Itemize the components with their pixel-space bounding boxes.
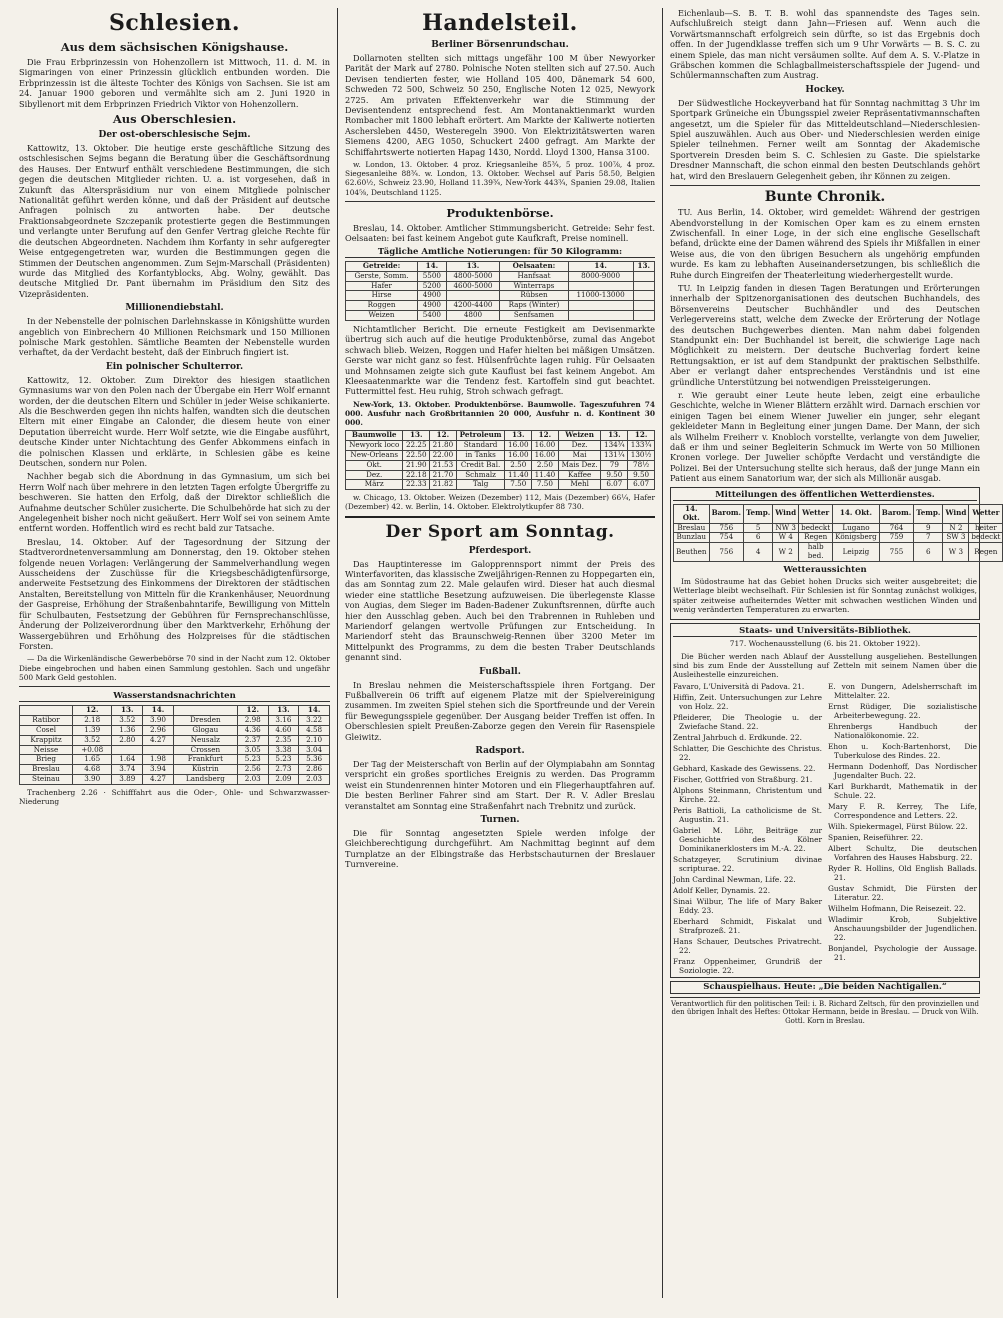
weather-forecast-title: Wetteraussichten	[783, 564, 867, 575]
water-cell: 4.68	[72, 765, 111, 775]
water-cell: 1.36	[112, 725, 143, 735]
cotton-cell: 16.00	[532, 450, 559, 460]
library-book-item: Mary F. R. Kerrey, The Life, Correspondence and Letters. 22.	[828, 802, 977, 821]
grain-cell: 11000-13000	[568, 291, 633, 301]
grain-cell: 4200-4400	[446, 301, 500, 311]
cotton-cell: 7.50	[505, 480, 532, 490]
water-table-title: Wasserstandsnachrichten	[19, 691, 330, 702]
water-cell: 3.16	[268, 716, 299, 726]
cotton-cell: Credit Bal.	[456, 460, 505, 470]
chronik-text-1: TU. Aus Berlin, 14. Oktober, wird gemeldet: Während der gestrigen Abendvorstellung in der Komischen Oper kam es zu einem ernsten Zwischenfall. In einer Loge, in der sich eine englische Gesellschaft befand, drückte eine der Damen während des Spiels ihr Mißfallen in einer Weise aus, die von den übrigen Besuchern als ungehörig empfunden wurde. Es kam zu lebhaften Auseinandersetzungen, bis schließlich die Ruhe durch Eingreifen der Theaterleitung wiederhergestellt wurde.	[670, 207, 980, 280]
library-book-item: Karl Burkhardt, Mathematik in der Schule. 22.	[828, 782, 977, 801]
grain-cell: Senfsamen	[500, 311, 568, 321]
cotton-cell: März	[346, 480, 403, 490]
cotton-cell: 9.50	[601, 470, 628, 480]
cotton-cell: 21.70	[430, 470, 457, 480]
water-row	[20, 725, 330, 735]
school-heading: Ein polnischer Schulterror.	[105, 361, 244, 372]
breslau-notice: — Da die Wirkenländische Gewerbebörse 70 sind in der Nacht zum 12. Oktober Diebe eingebrochen und haben einen Sammlung gestohlen. Sach und ungefähr 500 Mark Geld gestohlen.	[19, 654, 330, 682]
grain-table	[345, 261, 655, 321]
water-cell: Küstrin	[173, 765, 237, 775]
produkten-text: Breslau, 14. Oktober. Amtlicher Stimmungsbericht. Getreide: Sehr fest. Oelsaaten: bei fast keinem Angebot gute Kaufkraft, Preise nominell.	[345, 222, 655, 244]
weather-header-cell: Wind	[943, 505, 969, 524]
cotton-small: w. Chicago, 13. Oktober. Weizen (Dezember) 112, Mais (Dezember) 66¼, Hafer (Dezember) 42. w. Berlin, 14. Oktober. Elektrolytkupfer 88 730.	[345, 493, 655, 512]
water-cell: 3.89	[112, 774, 143, 784]
mill-heading: Millionendiebstahl.	[125, 303, 224, 314]
grain-cell: 8000-9000	[568, 271, 633, 281]
hockey-text: Der Südwestliche Hockeyverband hat für Sonntag nachmittag 3 Uhr im Sportpark Grüneiche ein Übungsspiel zweier Repräsentativmannschaften angesetzt, um die Spieler für das Mitteldeutschland—Niederschlesien-Spiel auszuwählen. Auch aus Ober- und Niederschlesien werden einige Spieler teilnehmen. Ferner weilt am Sonntag der Akademische Sportverein Dresden beim S. C. Schlesien zu Gaste. Die spielstarke Dresdner Mannschaft, die schon einmal den besten Deutschlands gehört hat, wird den Breslauern Gelegenheit geben, ihr Können zu zeigen.	[670, 97, 980, 181]
water-cell: 5.23	[237, 755, 268, 765]
boerse-heading: Berliner Börsenrundschau.	[431, 40, 569, 50]
grain-row	[346, 271, 655, 281]
water-header-cell: 12.	[72, 706, 111, 716]
cotton-row	[346, 460, 655, 470]
cotton-cell: Dez.	[346, 470, 403, 480]
weather-cell: 6	[744, 533, 773, 543]
water-header-cell: 13.	[112, 706, 143, 716]
grain-cell: Hirse	[346, 291, 418, 301]
cotton-cell: 9.50	[628, 470, 655, 480]
water-row	[20, 716, 330, 726]
grain-header-cell: 13.	[633, 262, 654, 272]
library-book-item: Hiffin, Zeit. Untersuchungen zur Lehre von Holz. 22.	[673, 693, 822, 712]
chronik-text-2: TU. In Leipzig fanden in diesen Tagen Beratungen und Erörterungen innerhalb der Spitzenorganisationen des deutschen Buchhandels, des Börsenvereins Deutscher Buchhändler und des Deutschen Verlegervereins statt, welche dem Zwecke der Erörterung der Notlage des deutschen Buchgewerbes dienten. Man nahm dabei folgenden Standpunkt ein: Der Buchhandel ist bereit, die schwierige Lage nach Möglichkeit zu meistern. Der deutsche Buchverlag fordert keine Rettungsaktion, er ist auf dem Standpunkt der praktischen Selbsthilfe. Aber er verlangt daher entsprechendes Verständnis und ist eine gründliche Unterstützung bei notwendigen Preissteigerungen.	[670, 282, 980, 387]
water-header-cell: 14.	[299, 706, 330, 716]
library-book-item: Adolf Keller, Dynamis. 22.	[673, 886, 771, 896]
cotton-header-cell: 13.	[505, 431, 532, 441]
library-book-list	[673, 682, 977, 975]
weather-cell: N 2	[943, 523, 969, 533]
grain-cell	[633, 301, 654, 311]
library-sub: 717. Wochenausstellung (6. bis 21. Oktober 1922).	[729, 639, 921, 649]
cotton-cell: 11.40	[532, 470, 559, 480]
boerse-small: w. London, 13. Oktober. 4 proz. Kriegsanleihe 85¾, 5 proz. 100⅞, 4 proz. Siegesanleihe 88¾. w. London, 13. Oktober. Wechsel auf Paris 58.50, Belgien 62.60½, Schweiz 23.90, Holland 11.39¾, New-York 443¾, Spanien 29.08, Italien 104⅝, Deutschland 1125.	[345, 160, 655, 197]
library-book-item: Sinai Wilbur, The life of Mary Baker Eddy. 23.	[673, 897, 822, 916]
cotton-cell: Talg	[456, 480, 505, 490]
weather-cell: 4	[744, 543, 773, 562]
weather-cell: Lugano	[833, 523, 880, 533]
weather-cell: Regen	[799, 533, 833, 543]
water-header-cell: 12.	[237, 706, 268, 716]
weather-title: Mitteilungen des öffentlichen Wetterdienstes.	[673, 490, 977, 501]
water-cell: 3.52	[72, 735, 111, 745]
section-masthead-schlesien: Schlesien.	[108, 10, 241, 36]
grain-header-cell: 13.	[446, 262, 500, 272]
cotton-cell: Standard	[456, 441, 505, 451]
grain-header-cell: 14.	[568, 262, 633, 272]
weather-header-cell: Wind	[773, 505, 799, 524]
library-book-item: Zentral Jahrbuch d. Erdkunde. 22.	[673, 733, 802, 743]
library-book-item: Gustav Schmidt, Die Fürsten der Literatur. 22.	[828, 884, 977, 903]
fussball-text: In Breslau nehmen die Meisterschaftsspiele ihren Fortgang. Der Fußballverein 06 trifft auf eigenem Platze mit der Spielvereinigung zusammen. Im zweiten Spiel stehen sich die Sportfreunde und der Verein für Bewegungsspiele gegenüber. Der Ausgang beider Treffen ist offen. In Oberschlesien spielt Preußen-Zaborze gegen den Verein für Rasenspiele Gleiwitz.	[345, 679, 655, 742]
weather-cell: W 4	[773, 533, 799, 543]
weather-header-cell: 14. Okt.	[833, 505, 880, 524]
water-cell: 3.52	[112, 716, 143, 726]
divider	[345, 201, 655, 202]
cotton-cell: 22.18	[403, 470, 430, 480]
cotton-cell: Mehl	[558, 480, 601, 490]
water-header-cell: 13.	[268, 706, 299, 716]
water-cell: 2.35	[268, 735, 299, 745]
hockey-heading: Hockey.	[805, 84, 845, 95]
cotton-title: New-York, 13. Oktober. Produktenbörse. Baumwolle. Tageszufuhren 74 000. Ausfuhr nach Großbritannien 20 000, Ausfuhr n. d. Kontinent 30 000.	[345, 399, 655, 428]
cotton-cell: 130½	[628, 450, 655, 460]
weather-cell: Bunzlau	[674, 533, 710, 543]
water-cell: 3.90	[143, 716, 174, 726]
library-book-item: Gebhard, Kaskade des Gewissens. 22.	[673, 764, 816, 774]
water-cell: 2.03	[299, 774, 330, 784]
weather-cell: Breslau	[674, 523, 710, 533]
turnen-heading: Turnen.	[480, 815, 520, 826]
grain-header-cell: 14.	[418, 262, 446, 272]
water-cell: 1.65	[72, 755, 111, 765]
library-book-item: Schlatter, Die Geschichte des Christus. 22.	[673, 744, 822, 763]
cotton-cell: 78½	[628, 460, 655, 470]
water-cell: 2.86	[299, 765, 330, 775]
water-cell: 2.03	[237, 774, 268, 784]
water-cell: Brieg	[20, 755, 73, 765]
column-schlesien	[12, 8, 337, 1298]
weather-cell: W 3	[943, 543, 969, 562]
mill-text: In der Nebenstelle der polnischen Darlehnskasse in Königshütte wurden angeblich von Einbrechern 40 Millionen Reichsmark und 150 Millionen polnische Mark gestohlen. Sämtliche Beamten der Nebenstelle wurden verhaftet, da der Verdacht besteht, daß der Einbruch fingiert ist.	[19, 316, 330, 358]
divider	[670, 185, 980, 186]
weather-header-cell: Barom.	[879, 505, 913, 524]
cotton-cell: 131¼	[601, 450, 628, 460]
grain-cell	[633, 311, 654, 321]
cotton-cell: 133¾	[628, 441, 655, 451]
imprint: Verantwortlich für den politischen Teil: i. B. Richard Zeltsch, für den provinziellen und den übrigen Inhalt des Heftes: Ottokar Hermann, beide in Breslau. — Druck von Wilh. Gottl. Korn in Breslau.	[670, 997, 980, 1026]
cotton-cell: 6.07	[628, 480, 655, 490]
water-row	[20, 774, 330, 784]
water-cell: 4.58	[299, 725, 330, 735]
grain-cell: 4800-5000	[446, 271, 500, 281]
water-cell: Landsberg	[173, 774, 237, 784]
weather-cell: 754	[709, 533, 743, 543]
weather-row	[674, 543, 1003, 562]
weather-cell: NW 3	[773, 523, 799, 533]
cotton-cell: 22.50	[403, 450, 430, 460]
weather-cell: Königsberg	[833, 533, 880, 543]
weather-text: Im Südostraume hat das Gebiet hohen Drucks sich weiter ausgebreitet; die Wetterlage bleibt wechselhaft. Für Schlesien ist für Sonntag zunächst wolkiges, später zeitweise aufheiterndes Wetter mit schwachen westlichen Winden und wenig veränderten Temperaturen zu erwarten.	[673, 577, 977, 614]
cotton-cell: 16.00	[532, 441, 559, 451]
grain-cell: 4900	[418, 291, 446, 301]
library-book-item: Ehrenbergs Handbuch der Nationalökonomie. 22.	[828, 722, 977, 741]
weather-header-cell: Barom.	[709, 505, 743, 524]
school-text-2: Nachher begab sich die Abordnung in das Gymnasium, um sich bei Herrn Wolf nach über mehrere in den letzten Tagen erfolgte Übergriffe zu beschweren. Sie hatten den Erfolg, daß der Direktor schließlich die Aufnahme deutscher Schüler zusicherte. Die Schulbehörde hat sich zu der Angelegenheit bisher noch nicht geäußert. Herr Wolf sei von seinem Amte entfernt worden. Hoffentlich wird es recht bald zur Tatsache.	[19, 471, 330, 534]
water-note: Trachenberg 2.26 · Schifffahrt aus die Oder-, Ohle- und Schwarzwasser-Niederung	[19, 787, 330, 806]
water-cell: 3.38	[268, 745, 299, 755]
library-book-item: Spanien, Reiseführer. 22.	[828, 833, 923, 843]
water-cell: Dresden	[173, 716, 237, 726]
library-book-item: Gabriel M. Löhr, Beiträge zur Geschichte des Kölner Dominikanerklosters im M.-A. 22.	[673, 826, 822, 854]
weather-box	[670, 487, 1001, 620]
grain-cell: Winterraps	[500, 281, 568, 291]
cotton-cell: Newyork loco	[346, 441, 403, 451]
cotton-cell: 134¾	[601, 441, 628, 451]
water-cell: Glogau	[173, 725, 237, 735]
weather-header-cell: Temp.	[914, 505, 943, 524]
library-intro: Die Bücher werden nach Ablauf der Ausstellung ausgeliehen. Bestellungen sind bis zum Ende der Ausstellung auf Zetteln mit seinem Namen über die Ausleihestelle einzureichen.	[673, 651, 977, 680]
cotton-cell: 7.50	[532, 480, 559, 490]
cotton-row	[346, 441, 655, 451]
library-box	[670, 623, 980, 978]
cotton-header-cell: Weizen	[558, 431, 601, 441]
produkten-text-2: Nichtamtlicher Bericht. Die erneute Festigkeit am Devisenmarkte übertrug sich auch auf die heutige Produktenbörse, zumal das Angebot schwach blieb. Weizen, Roggen und Hafer hielten bei mäßigen Umsätzen. Gerste war nicht ganz so fest. Hülsenfrüchte lagen ruhig. Für Oelsaaten und Mohnsamen zeigte sich gute Kauflust bei fast keinem Angebot. Am Kleesaatenmarkte war die Tendenz fest. Kartoffeln sind gut beachtet. Futtermittel fest. Heu ruhig, Stroh schwach gefragt.	[345, 323, 655, 397]
water-cell: 2.09	[268, 774, 299, 784]
boerse-text: Dollarnoten stellten sich mittags ungefähr 100 M über Newyorker Parität der Mark auf 2780. Polnische Noten stellten sich auf 27.50. Auch Devisen tendierten fester, wie Holland 105 400, Dänemark 54 600, Schweden 72 500, Schweiz 50 250, Englische Noten 12 025, Newyork 2725. Am privaten Effektenverkehr war die Stimmung der Devisentendenz entsprechend fest. Am Montanaktienmarkt wurden Rombacher mit 1800 lebhaft erörtert. Am Markte der Kaliwerte notierten Aschersleben 4450, Westeregeln 3900. Von Elektrizitätswerten waren Siemens 4200, AEG 1050, Schuckert 2400 gefragt. Am Markte der Schiffahrtswerte notierten Hapag 1430, Nordd. Lloyd 1300, Hansa 3100.	[345, 53, 655, 157]
cotton-cell: Mais Dez.	[558, 460, 601, 470]
weather-cell: bedeckt	[969, 533, 1003, 543]
water-cell: +0.08	[72, 745, 111, 755]
cotton-header-cell: Baumwolle	[346, 431, 403, 441]
library-book-item: Ernst Rüdiger, Die sozialistische Arbeiterbewegung. 22.	[828, 702, 977, 721]
weather-cell: halb bed.	[799, 543, 833, 562]
cotton-header-cell: 13.	[403, 431, 430, 441]
weather-cell: 9	[914, 523, 943, 533]
water-cell: Crossen	[173, 745, 237, 755]
library-title: Staats- und Universitäts-Bibliothek.	[673, 626, 977, 637]
cotton-cell: 22.25	[403, 441, 430, 451]
water-cell: 2.80	[112, 735, 143, 745]
water-cell: 1.98	[143, 755, 174, 765]
column-chronik	[662, 8, 1001, 1298]
cotton-cell: Mai	[558, 450, 601, 460]
water-cell: 4.60	[268, 725, 299, 735]
rad-heading: Radsport.	[475, 746, 525, 757]
cotton-cell: Dez.	[558, 441, 601, 451]
chronik-text-3: r. Wie geraubt einer Leute heute leben, zeigt eine erbauliche Geschichte, welche in Wiener Blättern erzählt wird. Darnach erschien vor einigen Tagen bei einem Wiener Juwelier ein junger, sehr elegant gekleideter Mann in Begleitung einer jungen Dame. Der Mann, der sich als Wilhelm Freiherr v. Knobloch vorstellte, verlangte von dem Juwelier, daß er ihm und seiner Begleiterin Schmuck im Werte von 50 Millionen Kronen vorlege. Der Juwelier schöpfte Verdacht und verständigte die Polizei. Bei der Untersuchung stellte sich heraus, daß der junge Mann ein Patient aus einem Sanatorium war, der sich als Millionär ausgab.	[670, 390, 980, 484]
cotton-cell: 21.82	[430, 480, 457, 490]
weather-cell: SW 3	[943, 533, 969, 543]
cotton-row	[346, 480, 655, 490]
water-cell: Breslau	[20, 765, 73, 775]
water-cell: Neisse	[20, 745, 73, 755]
weather-cell: 756	[709, 543, 743, 562]
library-book-item: Peris Battioli, La catholicisme de St. Augustin. 21.	[673, 806, 822, 825]
library-book-item: Hermann Dodenhoff, Das Nordischer Jugendalter Buch. 22.	[828, 762, 977, 781]
weather-cell: W 2	[773, 543, 799, 562]
cotton-cell: 22.00	[430, 450, 457, 460]
cotton-cell: 16.00	[505, 450, 532, 460]
weather-cell: heiter	[969, 523, 1003, 533]
grain-cell	[568, 311, 633, 321]
library-book-item: John Cardinal Newman, Life. 22.	[673, 875, 796, 885]
grain-cell: Hafer	[346, 281, 418, 291]
cotton-cell: 6.07	[601, 480, 628, 490]
water-cell: 3.22	[299, 716, 330, 726]
cotton-cell: 11.40	[505, 470, 532, 480]
grain-cell	[633, 281, 654, 291]
cotton-cell: 2.50	[505, 460, 532, 470]
library-book-item: Wilhelm Hofmann, Die Reisezeit. 22.	[828, 904, 966, 914]
grain-header-cell: Oelsaaten:	[500, 262, 568, 272]
grain-cell: Gerste, Somm.	[346, 271, 418, 281]
grain-cell: Roggen	[346, 301, 418, 311]
theater-title: Schauspielhaus. Heute: „Die beiden Nachtigallen.“	[670, 981, 980, 993]
library-book-item: Eberhard Schmidt, Fiskalat und Strafprozeß. 21.	[673, 917, 822, 936]
water-cell: 2.10	[299, 735, 330, 745]
water-cell: 5.36	[299, 755, 330, 765]
cotton-cell: 21.53	[430, 460, 457, 470]
library-book-item: Franz Oppenheimer, Grundriß der Soziologie. 22.	[673, 957, 822, 976]
cotton-cell: 22.33	[403, 480, 430, 490]
weather-cell: 759	[879, 533, 913, 543]
grain-header-cell: Getreide:	[346, 262, 418, 272]
grain-cell: 5400	[418, 311, 446, 321]
breslau-text: Breslau, 14. Oktober. Auf der Tagesordnung der Sitzung der Stadtverordnetenversammlung am Donnerstag, den 19. Oktober stehen folgende neuen Vorlagen: Verlängerung der Sammelverhandlung wegen Ausscheidens der Zuschüsse für die Kriegsbeschädigtenfürsorge, anderweite Festsetzung des Einkommens der Direktoren der städtischen Anstalten, Bereitstellung von Mitteln für die Krankenhäuser, Neuordnung der Gaspreise, Erhöhung der Straßenbahntarife, Bewilligung von Mitteln für Schulbauten, Festsetzung der Gebühren für Fernsprechanschlüsse, Änderung der Polizeiverordnung über den Marktverkehr, Erhöhung der Wassergebühren und Erhöhung des Holzpreises für die städtischen Forsten.	[19, 536, 330, 651]
weather-header-cell: Temp.	[744, 505, 773, 524]
grain-cell: 4800	[446, 311, 500, 321]
royal-text: Die Frau Erbprinzessin von Hohenzollern ist Mittwoch, 11. d. M. in Sigmaringen von einer Prinzessin glücklich entbunden worden. Die Erbprinzessin ist die älteste Tochter des Königs von Sachsen. Sie ist am 24. Januar 1900 geboren und vermählte sich am 2. Juni 1920 in Sibyllenort mit dem Erbprinzen Friedrich Viktor von Hohenzollern.	[19, 57, 330, 109]
library-book-item: Ryder R. Hollins, Old English Ballads. 21.	[828, 864, 977, 883]
sejm-text: Kattowitz, 13. Oktober. Die heutige erste geschäftliche Sitzung des ostschlesischen Sejms begann die Beratung über die Geschäftsordnung des Hauses. Der Entwurf enthält verschiedene Bestimmungen, die sich gegen die deutschen Mitglieder richten. U. a. ist vorgesehen, daß in Zukunft das Alterspräsidium nur von einem Mitgliede polnischer Nationalität geführt werden könne, und daß der Präsident auf deutsche Anfragen polnisch zu antworten habe. Der deutsche Fraktionsabgeordnete Szczepanik protestierte gegen die Bestimmungen und verlangte unter Berufung auf den Genfer Vertrag gleiche Rechte für die deutschen Abgeordneten. Nachdem ihm Korfanty in sehr aufgeregter Weise entgegengetreten war, wurden die Bestimmungen gegen die Stimmen der Deutschen angenommen. Zum Sejm-Marschall (Präsidenten) wurde das Mitglied des Korfantyblocks, Abg. Wolny, gewählt. Das deutsche Mitglied Dr. Pant übernahm im Präsidium den Sitz des Vizepräsidenten.	[19, 143, 330, 299]
water-cell: 3.74	[112, 765, 143, 775]
cotton-cell: Okt.	[346, 460, 403, 470]
cotton-cell: 21.90	[403, 460, 430, 470]
weather-cell: Regen	[969, 543, 1003, 562]
cotton-row	[346, 450, 655, 460]
grain-cell	[633, 271, 654, 281]
water-cell: Krappitz	[20, 735, 73, 745]
water-cell: 2.56	[237, 765, 268, 775]
weather-cell: 756	[709, 523, 743, 533]
water-cell: Neusalz	[173, 735, 237, 745]
weather-cell: Leipzig	[833, 543, 880, 562]
water-cell: 1.39	[72, 725, 111, 735]
column-container	[12, 8, 1001, 1298]
grain-cell	[633, 291, 654, 301]
water-cell: 3.04	[299, 745, 330, 755]
royal-heading: Aus dem sächsischen Königshause.	[60, 40, 289, 54]
grain-row	[346, 311, 655, 321]
water-cell: 3.05	[237, 745, 268, 755]
water-cell: 2.18	[72, 716, 111, 726]
water-table	[19, 705, 330, 784]
library-book-item: Ehon u. Koch-Bartenhorst, Die Tuberkulose des Rindes. 22.	[828, 742, 977, 761]
produkten-heading: Produktenbörse.	[446, 205, 554, 220]
grain-cell: Raps (Winter)	[500, 301, 568, 311]
school-text: Kattowitz, 12. Oktober. Zum Direktor des hiesigen staatlichen Gymnasiums war von den Polen nach der Übergabe ein Herr Wolf ernannt worden, der die deutschen Eltern und Schüler in jeder Weise schikanierte. Als die Beschwerden gegen ihn nichts halfen, wandten sich die deutschen Eltern mit einer Eingabe an Calonder, die diesem heute von einer Deputation überreicht wurde. Herr Wolf setzte, wie die Eingabe ausführt, deutsche Kinder unter Nichtachtung des Genfer Abkommens einfach in die polnischen Klassen und erklärte, in Schlesien gäbe es keine Deutschen, sondern nur Polen.	[19, 374, 330, 468]
grain-cell: 5200	[418, 281, 446, 291]
grain-cell: Weizen	[346, 311, 418, 321]
library-book-item: Pfleiderer, Die Theologie u. der Zwiefache Stand. 22.	[673, 713, 822, 732]
water-cell: 3.94	[143, 765, 174, 775]
grain-cell: 5500	[418, 271, 446, 281]
grain-table-title: Tägliche Amtliche Notierungen: für 50 Kilogramm:	[345, 247, 655, 258]
library-book-item: Fischer, Gottfried von Straßburg. 21.	[673, 775, 813, 785]
column-handelsteil	[337, 8, 662, 1298]
library-book-item: Bonjandel, Psychologie der Aussage. 21.	[828, 944, 977, 963]
water-cell: 4.27	[143, 735, 174, 745]
turnen-text: Die für Sonntag angesetzten Spiele werden infolge der Gleichberechtigung durchgeführt. Am Nachmittag beginnt auf dem Turnplatze an der Elbingstraße das Herbstschauturnen der Breslauer Turnvereine.	[345, 828, 655, 870]
water-cell: Steinau	[20, 774, 73, 784]
library-book-item: Hans Schauer, Deutsches Privatrecht. 22.	[673, 937, 822, 956]
library-book-item: Alphons Steinmann, Christentum und Kirche. 22.	[673, 786, 822, 805]
library-book-item: Wladimir Krob, Subjektive Anschauungsbilder der Jugendlichen. 22.	[828, 915, 977, 943]
water-header-cell: 14.	[143, 706, 174, 716]
water-row	[20, 735, 330, 745]
water-cell: Cosel	[20, 725, 73, 735]
cotton-cell: Kaffee	[558, 470, 601, 480]
grain-cell: 4600-5000	[446, 281, 500, 291]
cotton-header-cell: 12.	[532, 431, 559, 441]
weather-cell: 5	[744, 523, 773, 533]
library-book-item: Schatzgeyer, Scrutinium divinae scripturae. 22.	[673, 855, 822, 874]
water-cell: 2.96	[143, 725, 174, 735]
library-book-item: E. von Dungern, Adelsherrschaft im Mittelalter. 22.	[828, 682, 977, 701]
cotton-cell: 21.80	[430, 441, 457, 451]
top-text: Eichenlaub—S. B. T. B. wohl das spannendste des Tages sein. Aufschlußreich steigt dann Jahn—Friesen auf. Wenn auch die Vorwärtsmannschaft erfolgreich sein dürfte, so ist das Ergebnis doch offen. In der Jugendklasse treffen sich um 9 Uhr Vorwärts — B. S. C. zu einem Spiele, das man nicht versäumen sollte. Auf dem A. S. V.-Platze in Gräbschen kommen die Schlagballmeisterschaftsspiele der Jugend- und Schülermannschaften zum Austrag.	[670, 8, 980, 81]
cotton-cell: in Tanks	[456, 450, 505, 460]
grain-cell: 4900	[418, 301, 446, 311]
rad-text: Der Tag der Meisterschaft von Berlin auf der Olympiabahn am Sonntag verspricht ein großes sportliches Ereignis zu werden. Das Programm weist ein Stundenrennen hinter Motoren und ein Fliegerhauptfahren auf. Die besten Berliner Fahrer sind am Start. Der R. V. Adler Breslau veranstaltet am Sonntag eine Straßenfahrt nach Trebnitz und zurück.	[345, 759, 655, 811]
sport-text: Das Hauptinteresse im Galopprennsport nimmt der Preis des Winterfavoriten, das klassische Zweijährigen-Rennen zu Hoppegarten ein, das am Sonntag zum 22. Male gelaufen wird. Dieser hat auch diesmal wieder eine stattliche Besetzung aufzuweisen. Die überlegenste Klasse von Augias, dem Sieger im Baden-Badener Zukunftsrennen, dürfte auch hier den Ausschlag geben. Auch bei den Trabrennen in Ruhleben und Mariendorf gelangen wertvolle Prüfungen zur Entscheidung. In Mariendorf steht das Braunschweig-Rennen über 3200 Meter im Mittelpunkt des Programms, zu dem die besten Traber Deutschlands genannt sind.	[345, 558, 655, 663]
grain-cell	[568, 301, 633, 311]
water-cell: 3.90	[72, 774, 111, 784]
water-cell: 4.36	[237, 725, 268, 735]
cotton-cell: Schmalz	[456, 470, 505, 480]
sejm-heading: Der ost-oberschlesische Sejm.	[98, 130, 251, 141]
weather-header-cell: Wetter	[799, 505, 833, 524]
section-masthead-handelsteil: Handelsteil.	[422, 10, 578, 36]
water-cell: 2.98	[237, 716, 268, 726]
water-cell: 2.73	[268, 765, 299, 775]
water-cell: Ratibor	[20, 716, 73, 726]
cotton-header-cell: 12.	[628, 431, 655, 441]
fussball-heading: Fußball.	[479, 666, 521, 677]
library-book-item: Favaro, L'Università di Padova. 21.	[673, 682, 805, 692]
sport-sub: Pferdesport.	[468, 545, 532, 556]
region-heading: Aus Oberschlesien.	[112, 112, 237, 127]
cotton-cell: New-Orleans	[346, 450, 403, 460]
library-book-item: Wilh. Spiekermagel, Fürst Bülow. 22.	[828, 822, 968, 832]
chronik-heading: Bunte Chronik.	[764, 189, 886, 206]
water-cell: 5.23	[268, 755, 299, 765]
water-row	[20, 765, 330, 775]
weather-table	[673, 504, 1003, 562]
water-cell: 2.37	[237, 735, 268, 745]
water-cell: Frankfurt	[173, 755, 237, 765]
water-cell: 1.64	[112, 755, 143, 765]
cotton-header-cell: Petroleum	[456, 431, 505, 441]
weather-cell: bedeckt	[799, 523, 833, 533]
cotton-cell: 79	[601, 460, 628, 470]
divider	[19, 686, 330, 687]
library-book-item: Albert Schultz, Die deutschen Vorfahren des Hauses Habsburg. 22.	[828, 844, 977, 863]
cotton-cell: 2.50	[532, 460, 559, 470]
weather-row	[674, 533, 1003, 543]
cotton-table	[345, 430, 655, 490]
grain-cell: Rübsen	[500, 291, 568, 301]
cotton-header-cell: 12.	[430, 431, 457, 441]
cotton-header-cell: 13.	[601, 431, 628, 441]
weather-cell: 7	[914, 533, 943, 543]
weather-cell: 764	[879, 523, 913, 533]
water-cell: 4.27	[143, 774, 174, 784]
weather-header-cell: Wetter	[969, 505, 1003, 524]
weather-cell: Beuthen	[674, 543, 710, 562]
divider	[345, 516, 655, 518]
cotton-cell: 16.00	[505, 441, 532, 451]
weather-cell: 6	[914, 543, 943, 562]
grain-cell: Hanfsaat	[500, 271, 568, 281]
weather-cell: 755	[879, 543, 913, 562]
sport-heading: Der Sport am Sonntag.	[385, 521, 615, 542]
weather-header-cell: 14. Okt.	[674, 505, 710, 524]
